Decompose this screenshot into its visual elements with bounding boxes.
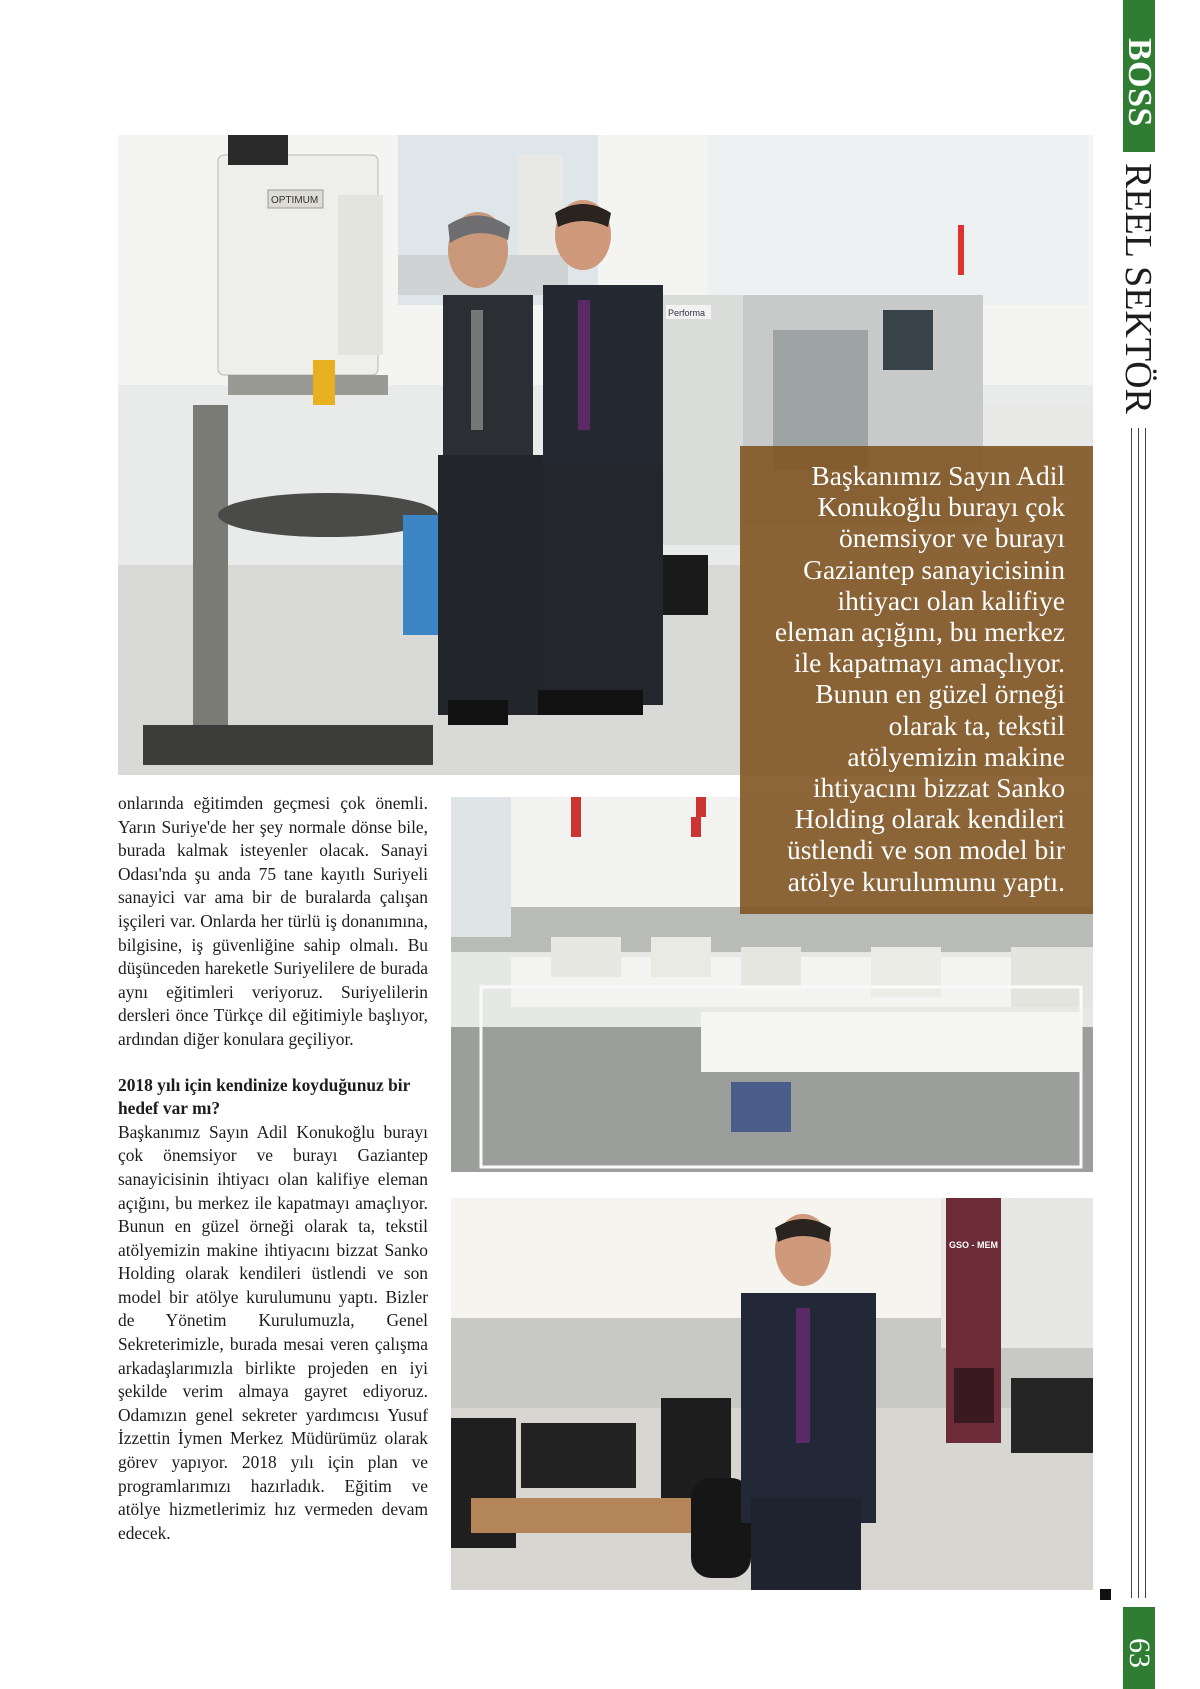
banner-title: GSO - MEM [949,1240,998,1250]
article-intro-paragraph: onlarında eğitimden geçmesi çok önemli. Yarın Suriye'de her şey normale dönse bile, burada kalmak isteyenler olacak. Sanayi Odası'nda şu anda 75 tane kayıtlı Suriyeli sanayici var ama bir de buralarda çalışan işçileri var. Onlarda her türlü iş donanımına, bilgisine, iş güvenliğine sahip olmalı. Bu düşünceden hareketle Suriyelilere de burada aynı eğitimleri veriyoruz. Suriyelilerin dersleri önce Türkçe dil eğitimiyle başlıyor, ardından diğer konulara geçiliyor. [118,793,428,1049]
article-end-mark [1100,1589,1111,1600]
page-number: 63 [1123,1638,1156,1668]
magazine-brand: BOSS [1121,38,1158,127]
optimum-label: OPTIMUM [271,195,319,206]
section-title: REEL SEKTÖR [1117,163,1159,414]
pull-quote-text: Başkanımız Sayın Adil Konukoğlu burayı çok önemsiyor ve burayı Gaziantep sanayicisinin ihtiyacı olan kalifiye eleman açığını, bu merkez ile kapatmayı amaçlıyor. Bunun en güzel örneği olarak ta, tekstil atölyemizin makine ihtiyacını bizzat Sanko Holding olarak kendileri üstlendi ve son model bir atölye kurulumunu yaptı. [774,460,1065,897]
article-column [118,792,428,1545]
decorative-rules [1129,428,1149,1598]
computer-lab-photo [451,1198,1093,1590]
pull-quote [740,446,1093,914]
interview-answer: Başkanımız Sayın Adil Konukoğlu burayı çok önemsiyor ve burayı Gaziantep sanayicisinin ihtiyacı olan kalifiye eleman açığını, bu merkez ile kapatmayı amaçlıyor. Bunun en güzel örneği olarak ta, tekstil atölyemizin makine ihtiyacını bizzat Sanko Holding olarak kendileri üstlendi ve son model bir atölye kurulumunu yaptı. Bizler de Yönetim Kurulumuzla, Genel Sekreterimizle, burada mesai veren çalışma arkadaşlarımızla birlikte projeden en iyi şekilde verim almaya gayret ediyoruz. Odamızın genel sekreter yardımcısı Yusuf İzzettin İymen Merkez Müdürümüz olarak görev yapıyor. 2018 yılı için plan ve programlarımızı hazırladık. Eğitim ve atölye hizmetlerimiz hız vermeden devam edecek. [118,1121,428,1543]
performa-label: Performa [668,308,706,318]
interview-question: 2018 yılı için kendinize koyduğunuz bir hedef var mı? [118,1074,411,1119]
